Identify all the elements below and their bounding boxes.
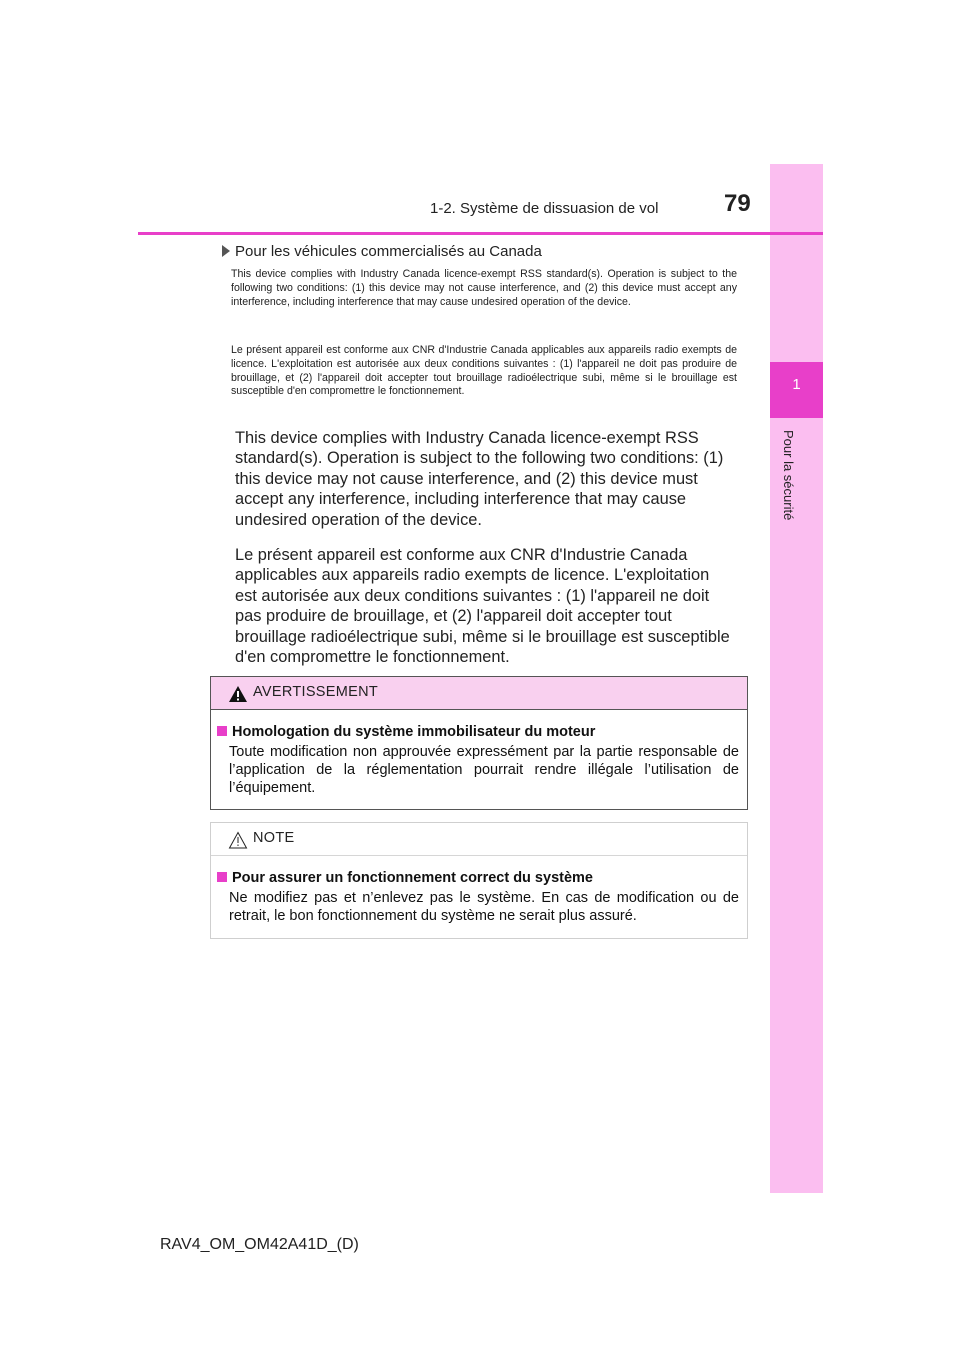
warning-heading [217,724,747,740]
large-paragraph-en: This device complies with Industry Canada licence-exempt RSS standard(s). Operation is subject to the following two conditions: (1) this device may not cause interference, and (2) this device must accept any interference, including interference that may cause undesired operation of the device. [235,429,724,529]
warning-icon [228,685,248,703]
caution-outline-icon [228,831,248,849]
note-header [211,823,747,856]
subheading [222,243,542,260]
square-bullet-icon [217,726,227,736]
note-title: NOTE [253,830,295,846]
chapter-number: 1 [792,376,801,393]
chapter-side-tab [770,164,823,1193]
note-heading [217,870,747,886]
warning-body: Toute modification non approuvée expressément par la partie responsable de l’application de la réglementation pourrait rendre illégale l’utilisation de l’équipement. [229,744,739,796]
warning-header [211,677,747,710]
note-box [210,822,748,939]
small-paragraph-fr: Le présent appareil est conforme aux CNR d'Industrie Canada applicables aux appareils radio exempts de licence. L'exploitation est autorisée aux deux conditions suivantes : (1) l'appareil ne doit pas produire de brouillage, et (2) l'appareil doit accepter tout brouillage radioélectrique subi, même si le brouillage est susceptible d'en compromettre le fonctionnement. [231,344,737,398]
warning-box [210,676,748,810]
subheading-text: Pour les véhicules commercialisés au Canada [235,243,542,260]
large-paragraph-fr: Le présent appareil est conforme aux CNR d'Industrie Canada applicables aux appareils radio exempts de licence. L'exploitation est autorisée aux deux conditions suivantes : (1) l'appareil ne doit pas produire de brouillage, et (2) l'appareil doit accepter tout brouillage radioélectrique subi, même si le brouillage est susceptible d'en compromettre le fonctionnement. [235,546,730,667]
warning-title: AVERTISSEMENT [253,684,379,700]
triangle-bullet-icon [222,245,230,257]
header-rule [138,232,823,235]
warning-heading-text: Homologation du système immobilisateur du moteur [232,724,596,740]
document-code: RAV4_OM_OM42A41D_(D) [160,1236,359,1253]
square-bullet-icon [217,872,227,882]
small-paragraph-en: This device complies with Industry Canada licence-exempt RSS standard(s). Operation is subject to the following two conditions: (1) this device may not cause interference, and (2) this device must accept any interference, including interference that may cause undesired operation of the device. [231,268,737,308]
page-number: 79 [724,190,751,217]
chapter-label: Pour la sécurité [781,430,796,521]
note-heading-text: Pour assurer un fonctionnement correct du système [232,870,593,886]
note-body: Ne modifiez pas et n’enlevez pas le système. En cas de modification ou de retrait, le bon fonctionnement du système ne serait plus assuré. [229,890,739,924]
section-title: 1-2. Système de dissuasion de vol [430,200,659,217]
